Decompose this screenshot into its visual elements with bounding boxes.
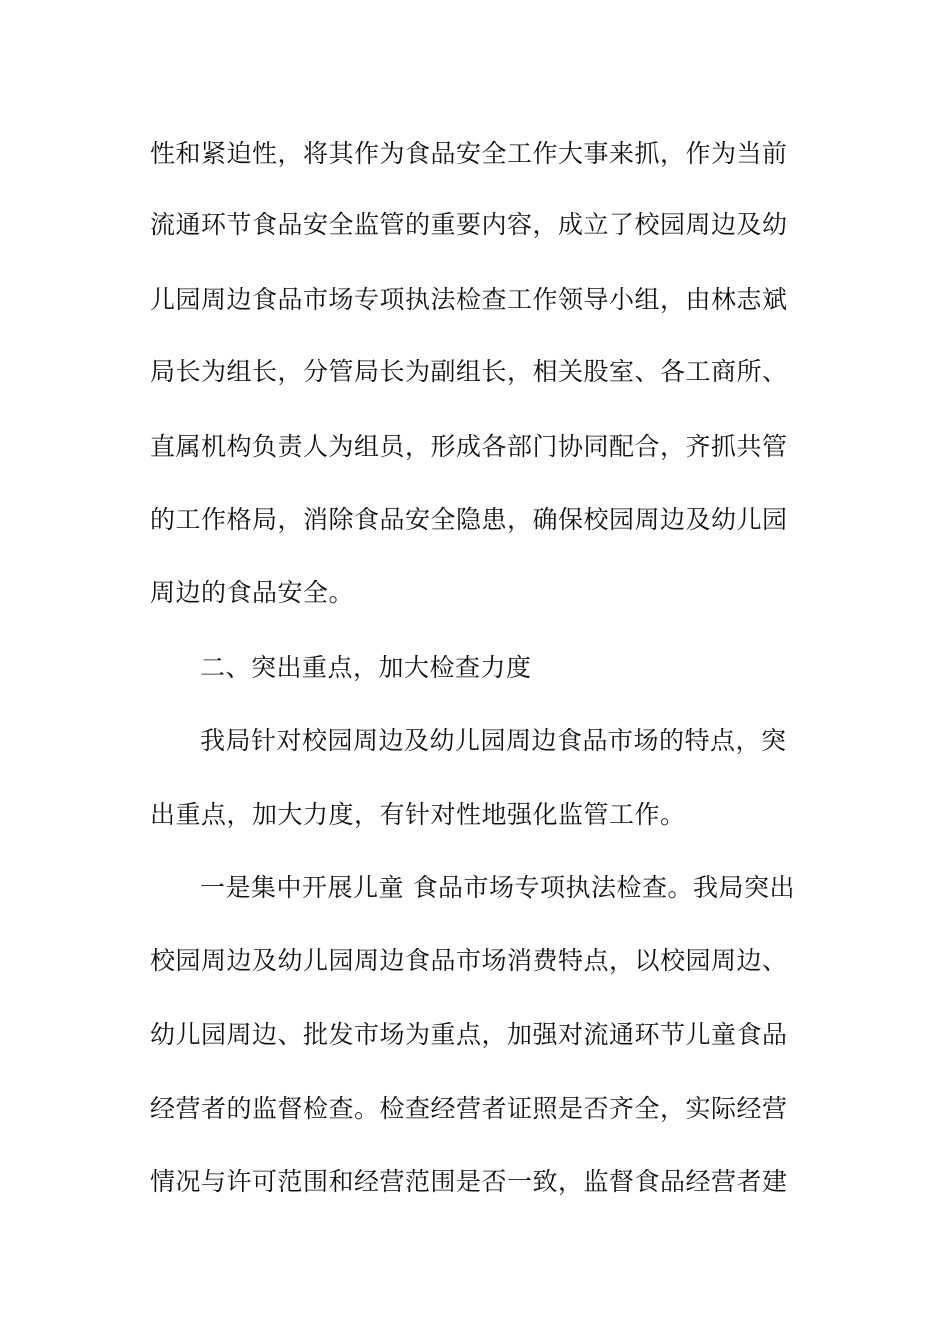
- text-line: 局长为组长，分管局长为副组长，相关股室、各工商所、: [150, 357, 788, 386]
- section-heading: 二、突出重点，加大检查力度: [200, 653, 532, 682]
- text-line: 流通环节食品安全监管的重要内容，成立了校园周边及幼: [150, 210, 788, 239]
- text-line: 一是集中开展儿童 食品市场专项执法检查。我局突出: [200, 873, 795, 902]
- text-line: 直属机构负责人为组员，形成各部门协同配合，齐抓共管: [150, 432, 788, 461]
- text-line: 性和紧迫性，将其作为食品安全工作大事来抓，作为当前: [150, 139, 788, 168]
- text-line: 幼儿园周边、批发市场为重点，加强对流通环节儿童食品: [150, 1020, 788, 1049]
- text-line: 情况与许可范围和经营范围是否一致，监督食品经营者建: [150, 1167, 788, 1196]
- text-line: 儿园周边食品市场专项执法检查工作领导小组，由林志斌: [150, 285, 788, 314]
- text-line: 校园周边及幼儿园周边食品市场消费特点，以校园周边、: [150, 946, 788, 975]
- text-line: 周边的食品安全。: [150, 578, 355, 607]
- text-line: 的工作格局，消除食品安全隐患，确保校园周边及幼儿园: [150, 505, 788, 534]
- text-line: 出重点，加大力度，有针对性地强化监管工作。: [150, 800, 686, 829]
- text-line: 经营者的监督检查。检查经营者证照是否齐全，实际经营: [150, 1094, 788, 1123]
- text-line: 我局针对校园周边及幼儿园周边食品市场的特点，突: [200, 726, 787, 755]
